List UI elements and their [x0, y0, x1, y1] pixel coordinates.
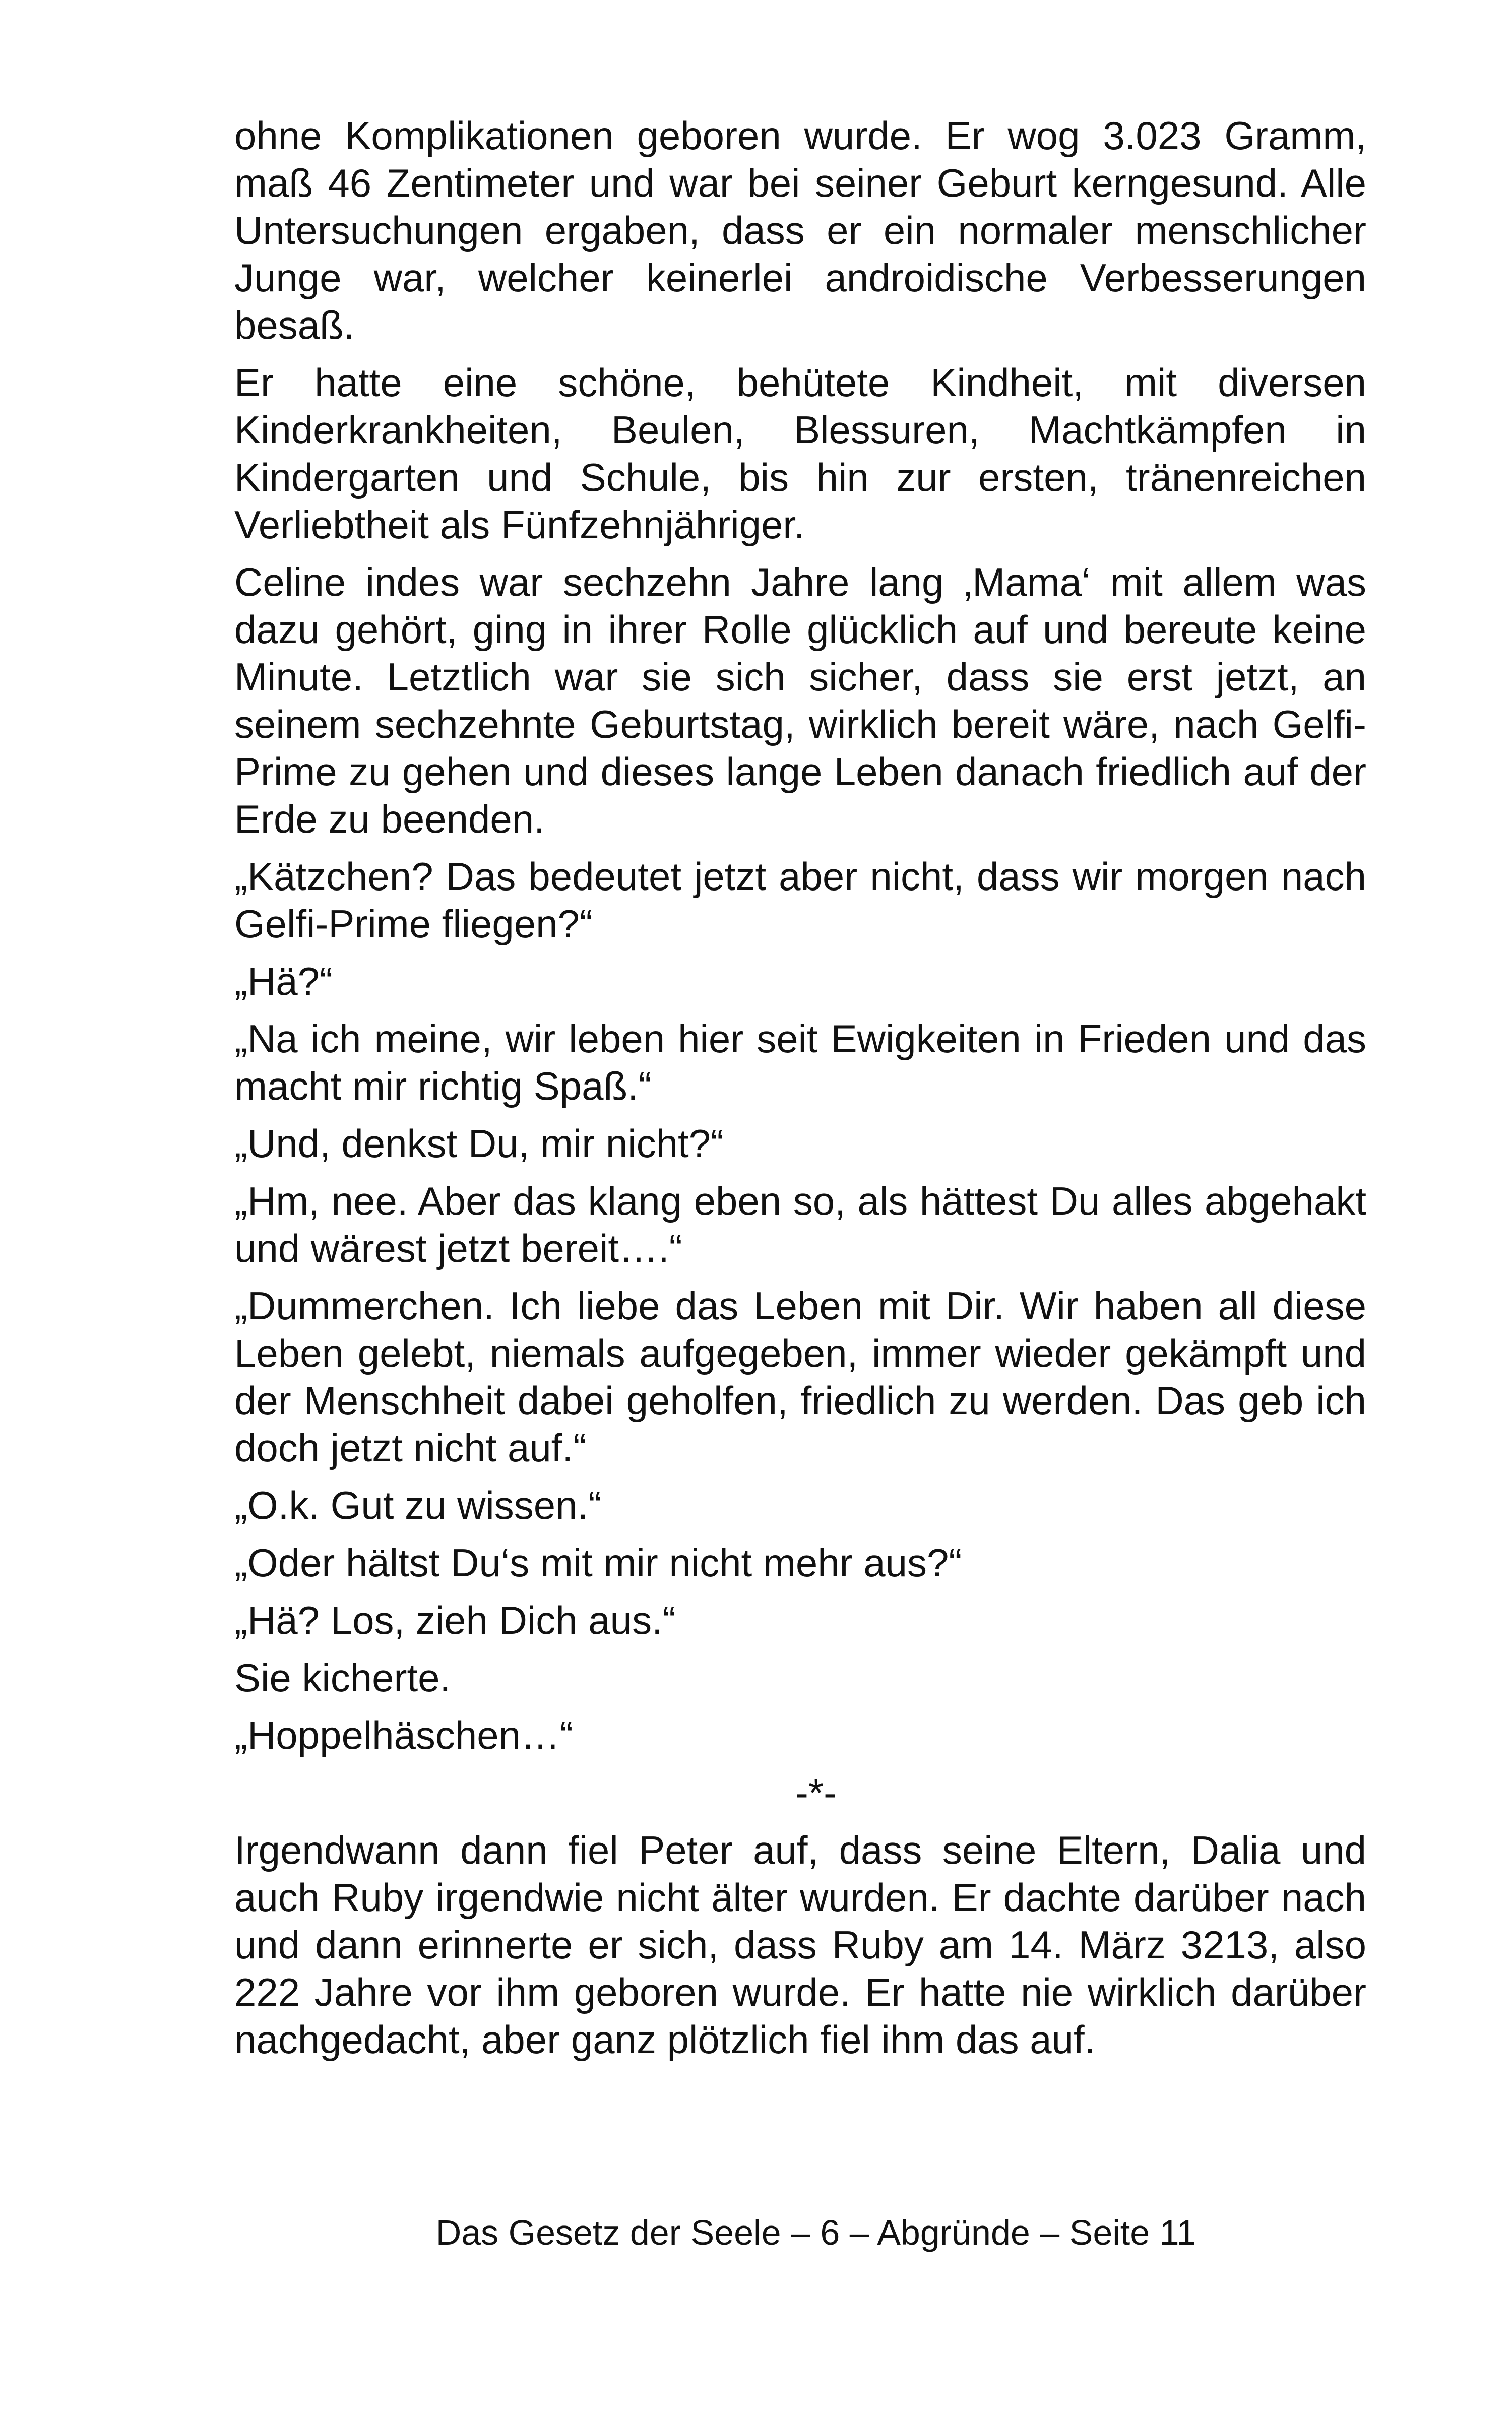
page-body — [234, 112, 1366, 2073]
paragraph: Er hatte eine schöne, behütete Kindheit, mit diversen Kinderkrankheiten, Beulen, Blessuren, Machtkämpfen in Kindergarten und Schule, bis hin zur ersten, tränenreichen Verliebtheit als Fünfzehnjähriger. — [234, 360, 1366, 547]
dialogue-line: „Hoppelhäschen…“ — [234, 1713, 574, 1757]
closing-paragraph: Irgendwann dann fiel Peter auf, dass seine Eltern, Dalia und auch Ruby irgendwie nicht älter wurden. Er dachte darüber nach und dann erinnerte er sich, dass Ruby am 14. März 3213, also 222 Jahre vor ihm geboren wurde. Er hatte nie wirklich darüber nachgedacht, aber ganz plötzlich fiel ihm das auf. — [234, 1828, 1366, 2062]
section-divider: -*- — [795, 1770, 837, 1815]
dialogue-line: „O.k. Gut zu wissen.“ — [234, 1483, 602, 1528]
dialogue-line: „Hä?“ — [234, 959, 333, 1003]
paragraph: ohne Komplikationen geboren wurde. Er wog 3.023 Gramm, maß 46 Zentimeter und war bei seiner Geburt kerngesund. Alle Untersuchungen ergaben, dass er ein normaler menschlicher Junge war, welcher keinerlei androidische Verbesserungen besaß. — [234, 113, 1366, 347]
paragraph: Sie kicherte. — [234, 1656, 451, 1700]
page-footer: Das Gesetz der Seele – 6 – Abgründe – Seite 11 — [435, 2213, 1196, 2252]
dialogue-line: „Na ich meine, wir leben hier seit Ewigkeiten in Frieden und das macht mir richtig Spaß.“ — [234, 1016, 1366, 1108]
dialogue-line: „Hm, nee. Aber das klang eben so, als hättest Du alles abgehakt und wärest jetzt bereit….“ — [234, 1179, 1366, 1270]
dialogue-line: „Kätzchen? Das bedeutet jetzt aber nicht, dass wir morgen nach Gelfi-Prime fliegen?“ — [234, 854, 1366, 946]
dialogue-line: „Hä? Los, zieh Dich aus.“ — [234, 1598, 676, 1642]
paragraph: Celine indes war sechzehn Jahre lang ‚Mama‘ mit allem was dazu gehört, ging in ihrer Rolle glücklich auf und bereute keine Minute. Letztlich war sie sich sicher, dass sie erst jetzt, an seinem sechzehnte Geburtstag, wirklich bereit wäre, nach Gelfi-Prime zu gehen und dieses lange Leben danach friedlich auf der Erde zu beenden. — [234, 560, 1366, 841]
dialogue-line: „Oder hältst Du‘s mit mir nicht mehr aus?“ — [234, 1541, 962, 1585]
dialogue-line: „Dummerchen. Ich liebe das Leben mit Dir. Wir haben all diese Leben gelebt, niemals aufgegeben, immer wieder gekämpft und der Menschheit dabei geholfen, friedlich zu werden. Das geb ich doch jetzt nicht auf.“ — [234, 1284, 1366, 1470]
dialogue-line: „Und, denkst Du, mir nicht?“ — [234, 1121, 724, 1166]
